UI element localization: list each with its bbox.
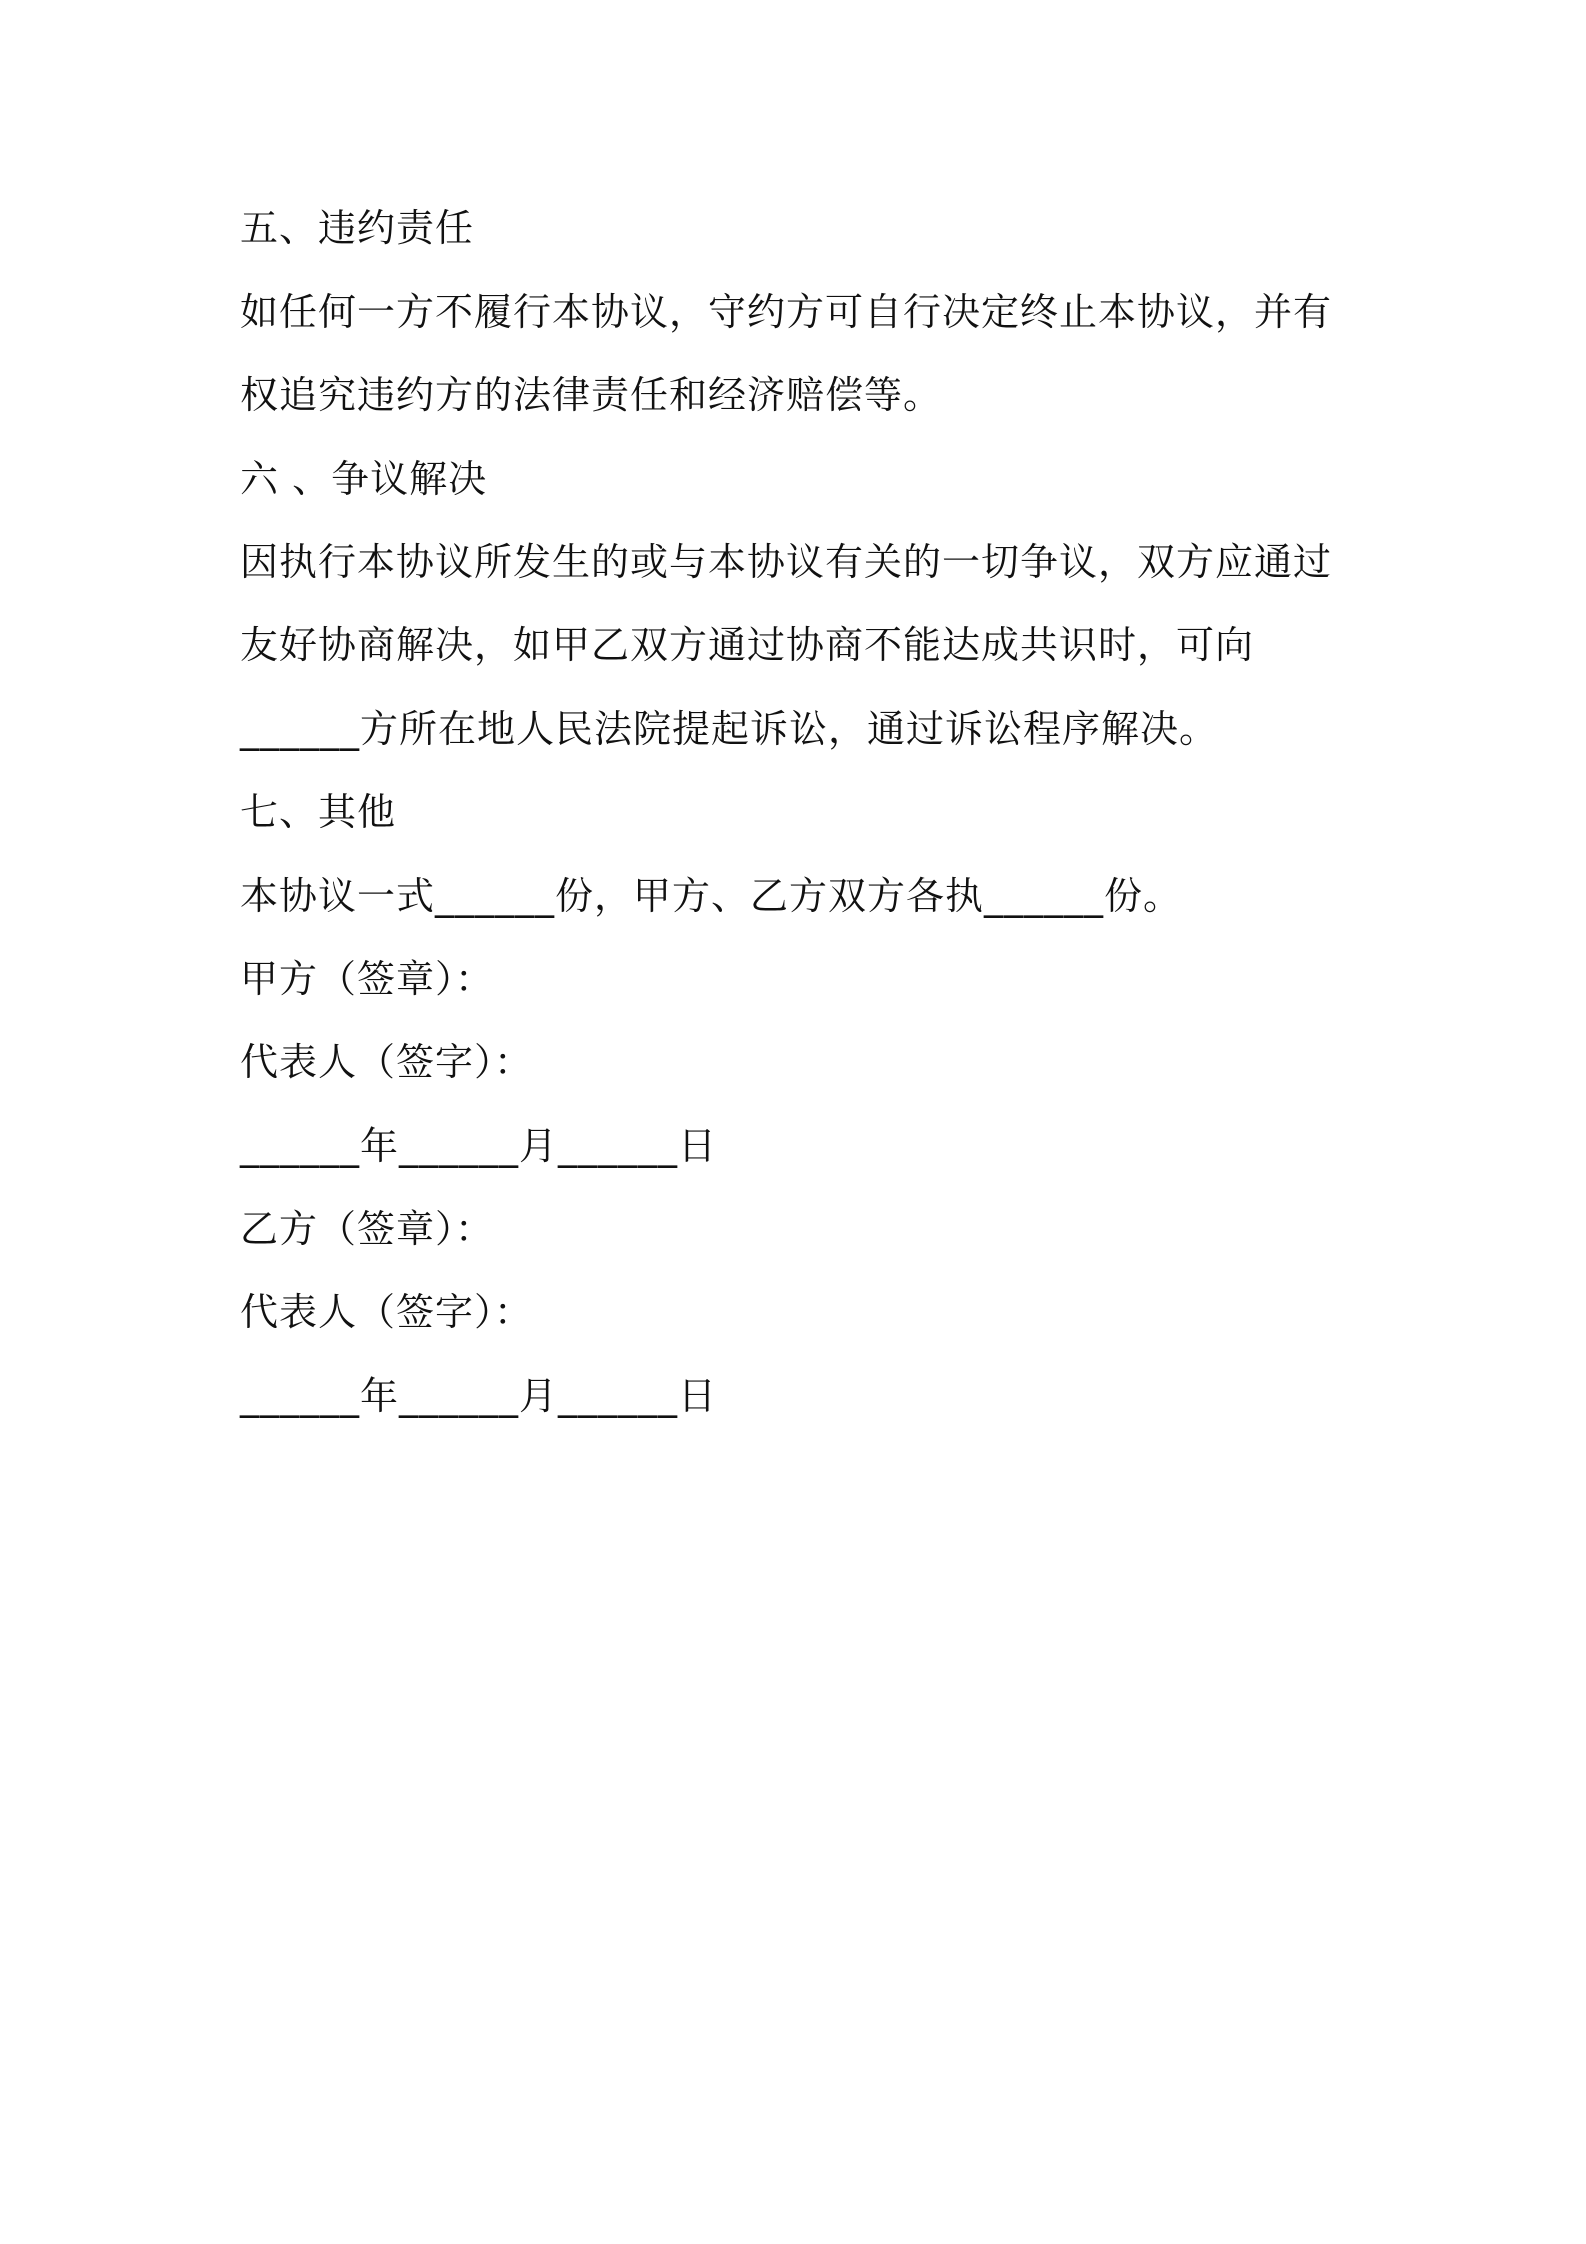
dispute-paragraph-line-1: 因执行本协议所发生的或与本协议有关的一切争议，双方应通过 xyxy=(240,540,1333,584)
section-heading-dispute: 六 、争议解决 xyxy=(240,457,488,501)
breach-paragraph-line-2: 权追究违约方的法律责任和经济赔偿等。 xyxy=(240,373,943,417)
section-heading-breach: 五、违约责任 xyxy=(240,206,475,250)
party-b-representative-line: 代表人（签字）： xyxy=(240,1290,534,1334)
section-heading-other: 七、其他 xyxy=(240,790,397,834)
copies-line: 本协议一式______份，甲方、乙方双方各执______份。 xyxy=(240,874,1183,918)
party-a-seal-line: 甲方（签章）： xyxy=(240,957,495,1001)
breach-paragraph-line-1: 如任何一方不履行本协议，守约方可自行决定终止本协议，并有 xyxy=(240,290,1333,334)
dispute-paragraph-line-2: 友好协商解决，如甲乙双方通过协商不能达成共识时，可向 xyxy=(240,623,1255,667)
dispute-paragraph-line-3: ______方所在地人民法院提起诉讼，通过诉讼程序解决。 xyxy=(240,707,1219,751)
party-a-date-line: ______年______月______日 xyxy=(240,1124,718,1168)
party-a-representative-line: 代表人（签字）： xyxy=(240,1040,534,1084)
party-b-seal-line: 乙方（签章）： xyxy=(240,1207,495,1251)
party-b-date-line: ______年______月______日 xyxy=(240,1374,718,1418)
